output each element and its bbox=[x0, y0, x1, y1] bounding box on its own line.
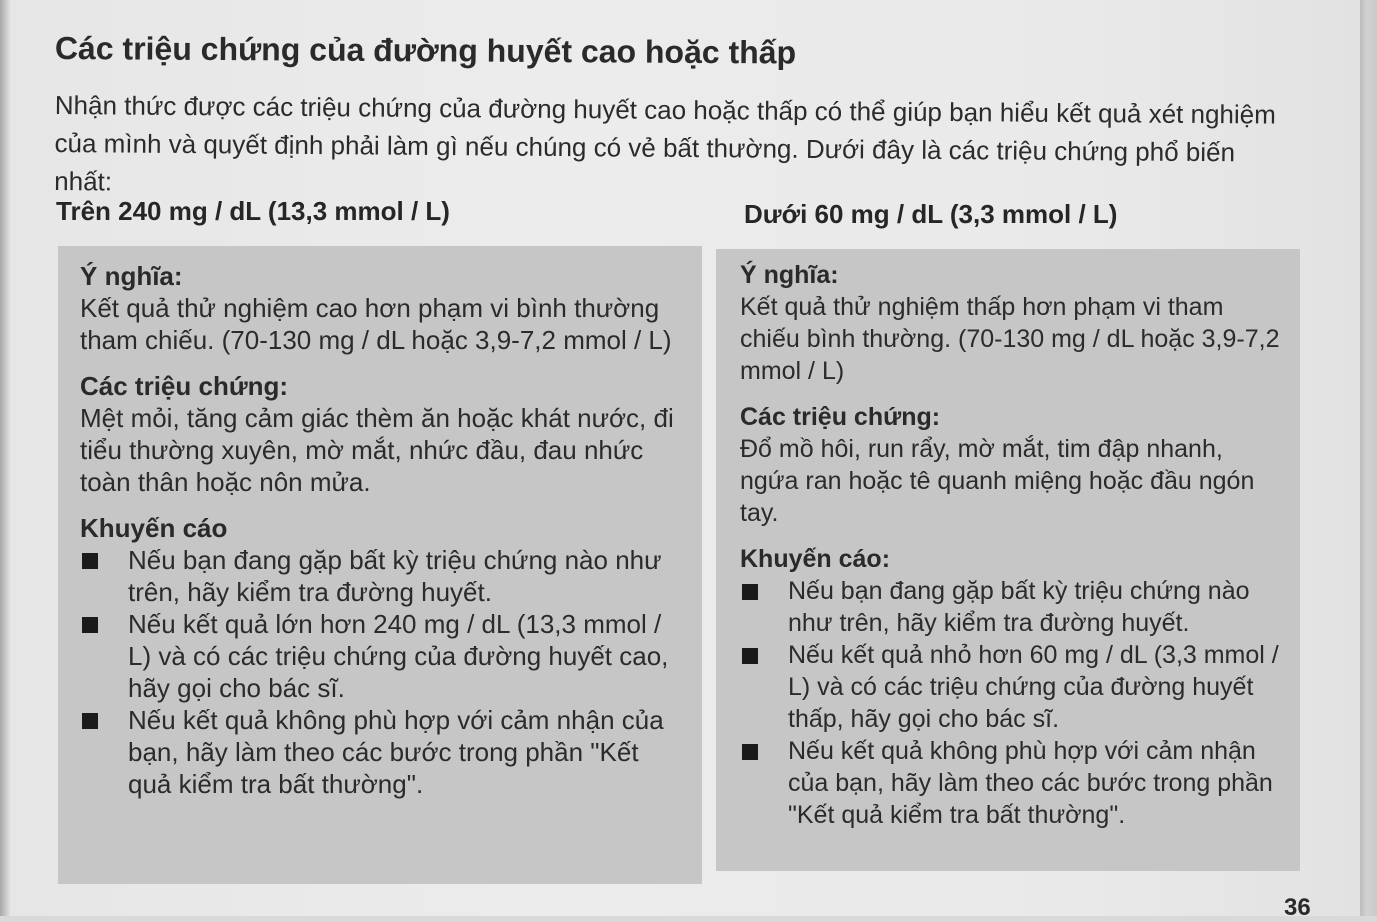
page-binding-shadow bbox=[0, 0, 10, 916]
square-bullet-icon bbox=[82, 713, 98, 729]
list-item bbox=[740, 639, 1280, 735]
symptoms-title: Các triệu chứng: bbox=[740, 403, 941, 431]
high-glucose-heading: Trên 240 mg / dL (13,3 mmol / L) bbox=[56, 196, 450, 226]
square-bullet-icon bbox=[82, 617, 98, 633]
advice-text: Nếu kết quả không phù hợp với cảm nhận của bạn, hãy làm theo các bước trong phần "Kết quả kiểm tra bất thường". bbox=[128, 705, 664, 799]
meaning-text: Kết quả thử nghiệm thấp hơn phạm vi tham chiếu bình thường. (70-130 mg / dL hoặc 3,9-7,2 mmol / L) bbox=[740, 293, 1280, 385]
square-bullet-icon bbox=[82, 553, 98, 569]
intro-paragraph: Nhận thức được các triệu chứng của đường huyết cao hoặc thấp có thể giúp bạn hiểu kết quả xét nghiệm của mình và quyết định phải làm gì nếu chúng có vẻ bất thường. Dưới đây là các triệu chứng phổ biến nhất: bbox=[54, 89, 1276, 197]
advice-text: Nếu kết quả lớn hơn 240 mg / dL (13,3 mmol / L) và có các triệu chứng của đường huyết cao, hãy gọi cho bác sĩ. bbox=[128, 609, 669, 703]
advice-text: Nếu bạn đang gặp bất kỳ triệu chứng nào như trên, hãy kiểm tra đường huyết. bbox=[128, 545, 662, 607]
page-title: Các triệu chứng của đường huyết cao hoặc thấp bbox=[54, 30, 797, 71]
symptoms-text: Mệt mỏi, tăng cảm giác thèm ăn hoặc khát nước, đi tiểu thường xuyên, mờ mắt, nhức đầu, đau nhức toàn thân hoặc nôn mửa. bbox=[80, 403, 674, 497]
square-bullet-icon bbox=[742, 648, 758, 664]
advice-text: Nếu bạn đang gặp bất kỳ triệu chứng nào như trên, hãy kiểm tra đường huyết. bbox=[788, 577, 1250, 637]
list-item bbox=[740, 575, 1280, 639]
meaning-title: Ý nghĩa: bbox=[740, 261, 839, 289]
advice-text: Nếu kết quả không phù hợp với cảm nhận của bạn, hãy làm theo các bước trong phần "Kết quả kiểm tra bất thường". bbox=[788, 737, 1273, 829]
meaning-text: Kết quả thử nghiệm cao hơn phạm vi bình thường tham chiếu. (70-130 mg / dL hoặc 3,9-7,2 mmol / L) bbox=[80, 293, 672, 355]
high-glucose-box bbox=[58, 246, 702, 884]
advice-title: Khuyến cáo bbox=[80, 513, 228, 543]
page-edge bbox=[1360, 0, 1377, 916]
low-glucose-heading: Dưới 60 mg / dL (3,3 mmol / L) bbox=[744, 199, 1118, 229]
square-bullet-icon bbox=[742, 584, 758, 600]
symptoms-title: Các triệu chứng: bbox=[80, 371, 289, 401]
square-bullet-icon bbox=[742, 744, 758, 760]
page-number: 36 bbox=[1284, 894, 1311, 921]
symptoms-text: Đổ mồ hôi, run rẩy, mờ mắt, tim đập nhanh, ngứa ran hoặc tê quanh miệng hoặc đầu ngón tay. bbox=[740, 435, 1255, 527]
advice-title: Khuyến cáo: bbox=[740, 545, 891, 573]
advice-list bbox=[80, 544, 682, 800]
list-item bbox=[80, 544, 682, 608]
list-item bbox=[80, 608, 682, 704]
meaning-title: Ý nghĩa: bbox=[80, 261, 183, 291]
low-glucose-box bbox=[716, 249, 1300, 871]
advice-list bbox=[740, 575, 1280, 831]
list-item bbox=[740, 735, 1280, 831]
advice-text: Nếu kết quả nhỏ hơn 60 mg / dL (3,3 mmol / L) và có các triệu chứng của đường huyết thấp, hãy gọi cho bác sĩ. bbox=[788, 641, 1279, 733]
list-item bbox=[80, 704, 682, 800]
